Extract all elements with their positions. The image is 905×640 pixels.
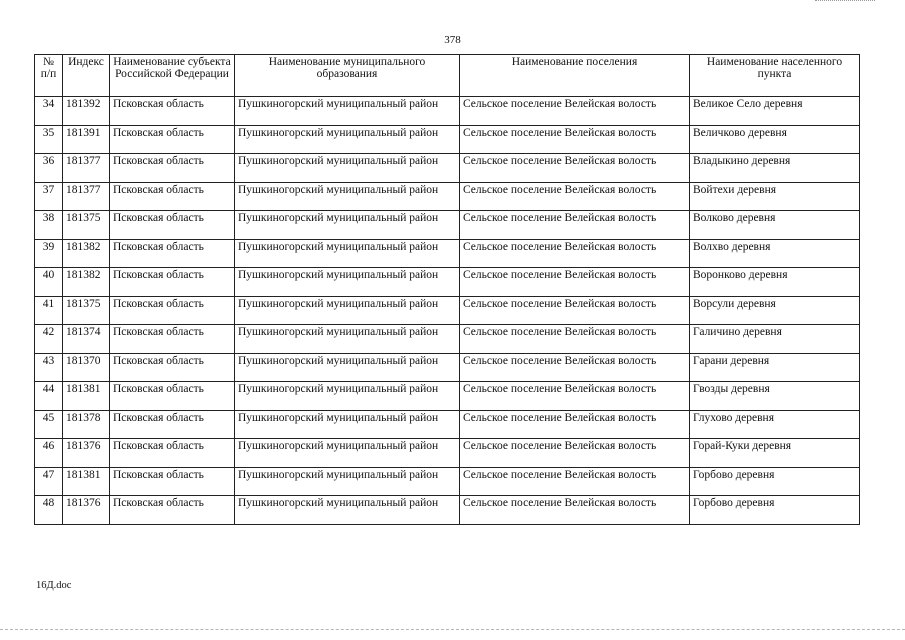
cell-num: 40 bbox=[35, 268, 63, 297]
cell-index: 181370 bbox=[63, 353, 110, 382]
cell-num: 34 bbox=[35, 97, 63, 126]
cell-place: Горбово деревня bbox=[690, 467, 860, 496]
table-body bbox=[35, 97, 860, 525]
cell-subject: Псковская область bbox=[110, 496, 235, 525]
cell-index: 181391 bbox=[63, 125, 110, 154]
cell-num: 39 bbox=[35, 239, 63, 268]
cell-num: 45 bbox=[35, 410, 63, 439]
table-row bbox=[35, 325, 860, 354]
header-municipality: Наименование муниципального образования bbox=[235, 55, 460, 97]
cell-settlement: Сельское поселение Велейская волость bbox=[460, 125, 690, 154]
cell-settlement: Сельское поселение Велейская волость bbox=[460, 211, 690, 240]
table-row bbox=[35, 239, 860, 268]
scan-artifact-top bbox=[815, 0, 875, 3]
cell-subject: Псковская область bbox=[110, 382, 235, 411]
header-index: Индекс bbox=[63, 55, 110, 97]
cell-place: Гвозды деревня bbox=[690, 382, 860, 411]
header-num: № п/п bbox=[35, 55, 63, 97]
cell-place: Великое Село деревня bbox=[690, 97, 860, 126]
cell-settlement: Сельское поселение Велейская волость bbox=[460, 410, 690, 439]
cell-place: Ворсули деревня bbox=[690, 296, 860, 325]
cell-place: Волхво деревня bbox=[690, 239, 860, 268]
cell-settlement: Сельское поселение Велейская волость bbox=[460, 382, 690, 411]
cell-num: 37 bbox=[35, 182, 63, 211]
cell-settlement: Сельское поселение Велейская волость bbox=[460, 97, 690, 126]
cell-municipality: Пушкиногорский муниципальный район bbox=[235, 296, 460, 325]
cell-subject: Псковская область bbox=[110, 325, 235, 354]
cell-place: Гарани деревня bbox=[690, 353, 860, 382]
registry-table bbox=[34, 54, 860, 525]
cell-municipality: Пушкиногорский муниципальный район bbox=[235, 439, 460, 468]
cell-settlement: Сельское поселение Велейская волость bbox=[460, 182, 690, 211]
table-row bbox=[35, 97, 860, 126]
cell-num: 42 bbox=[35, 325, 63, 354]
cell-place: Глухово деревня bbox=[690, 410, 860, 439]
cell-num: 35 bbox=[35, 125, 63, 154]
page-number: 378 bbox=[444, 34, 461, 46]
table-row bbox=[35, 439, 860, 468]
cell-place: Галичино деревня bbox=[690, 325, 860, 354]
cell-num: 43 bbox=[35, 353, 63, 382]
cell-settlement: Сельское поселение Велейская волость bbox=[460, 268, 690, 297]
cell-index: 181381 bbox=[63, 382, 110, 411]
table-row bbox=[35, 154, 860, 183]
footer-filename: 16Д.doc bbox=[36, 580, 72, 591]
cell-index: 181375 bbox=[63, 211, 110, 240]
cell-subject: Псковская область bbox=[110, 439, 235, 468]
cell-place: Горбово деревня bbox=[690, 496, 860, 525]
cell-settlement: Сельское поселение Велейская волость bbox=[460, 325, 690, 354]
table-row bbox=[35, 410, 860, 439]
cell-index: 181374 bbox=[63, 325, 110, 354]
cell-municipality: Пушкиногорский муниципальный район bbox=[235, 182, 460, 211]
cell-subject: Псковская область bbox=[110, 467, 235, 496]
cell-place: Владыкино деревня bbox=[690, 154, 860, 183]
header-subject: Наименование субъекта Российской Федерации bbox=[110, 55, 235, 97]
cell-municipality: Пушкиногорский муниципальный район bbox=[235, 97, 460, 126]
cell-num: 36 bbox=[35, 154, 63, 183]
table-row bbox=[35, 125, 860, 154]
cell-index: 181376 bbox=[63, 496, 110, 525]
cell-settlement: Сельское поселение Велейская волость bbox=[460, 353, 690, 382]
cell-subject: Псковская область bbox=[110, 97, 235, 126]
cell-municipality: Пушкиногорский муниципальный район bbox=[235, 410, 460, 439]
cell-num: 47 bbox=[35, 467, 63, 496]
cell-index: 181392 bbox=[63, 97, 110, 126]
cell-subject: Псковская область bbox=[110, 182, 235, 211]
cell-municipality: Пушкиногорский муниципальный район bbox=[235, 325, 460, 354]
cell-municipality: Пушкиногорский муниципальный район bbox=[235, 211, 460, 240]
cell-municipality: Пушкиногорский муниципальный район bbox=[235, 125, 460, 154]
table-row bbox=[35, 211, 860, 240]
cell-settlement: Сельское поселение Велейская волость bbox=[460, 467, 690, 496]
cell-settlement: Сельское поселение Велейская волость bbox=[460, 439, 690, 468]
header-row bbox=[35, 55, 860, 97]
cell-index: 181376 bbox=[63, 439, 110, 468]
cell-settlement: Сельское поселение Велейская волость bbox=[460, 239, 690, 268]
cell-place: Войтехи деревня bbox=[690, 182, 860, 211]
cell-index: 181382 bbox=[63, 239, 110, 268]
header-place: Наименование населенного пункта bbox=[690, 55, 860, 97]
cell-subject: Псковская область bbox=[110, 211, 235, 240]
cell-subject: Псковская область bbox=[110, 296, 235, 325]
cell-index: 181377 bbox=[63, 154, 110, 183]
table-row bbox=[35, 182, 860, 211]
cell-municipality: Пушкиногорский муниципальный район bbox=[235, 467, 460, 496]
cell-index: 181378 bbox=[63, 410, 110, 439]
cell-municipality: Пушкиногорский муниципальный район bbox=[235, 268, 460, 297]
cell-num: 41 bbox=[35, 296, 63, 325]
cell-settlement: Сельское поселение Велейская волость bbox=[460, 496, 690, 525]
table-header bbox=[35, 55, 860, 97]
cell-index: 181375 bbox=[63, 296, 110, 325]
cell-subject: Псковская область bbox=[110, 125, 235, 154]
table-row bbox=[35, 268, 860, 297]
cell-subject: Псковская область bbox=[110, 353, 235, 382]
cell-municipality: Пушкиногорский муниципальный район bbox=[235, 496, 460, 525]
cell-place: Величково деревня bbox=[690, 125, 860, 154]
table-row bbox=[35, 353, 860, 382]
cell-place: Горай-Куки деревня bbox=[690, 439, 860, 468]
cell-municipality: Пушкиногорский муниципальный район bbox=[235, 382, 460, 411]
cell-subject: Псковская область bbox=[110, 239, 235, 268]
cell-place: Волково деревня bbox=[690, 211, 860, 240]
cell-index: 181381 bbox=[63, 467, 110, 496]
table-row bbox=[35, 382, 860, 411]
cell-place: Воронково деревня bbox=[690, 268, 860, 297]
cell-num: 48 bbox=[35, 496, 63, 525]
cell-settlement: Сельское поселение Велейская волость bbox=[460, 296, 690, 325]
cell-municipality: Пушкиногорский муниципальный район bbox=[235, 239, 460, 268]
scan-artifact-bottom bbox=[0, 629, 905, 630]
cell-subject: Псковская область bbox=[110, 268, 235, 297]
table-row bbox=[35, 296, 860, 325]
header-settlement: Наименование поселения bbox=[460, 55, 690, 97]
cell-municipality: Пушкиногорский муниципальный район bbox=[235, 353, 460, 382]
cell-num: 44 bbox=[35, 382, 63, 411]
cell-index: 181377 bbox=[63, 182, 110, 211]
cell-index: 181382 bbox=[63, 268, 110, 297]
cell-settlement: Сельское поселение Велейская волость bbox=[460, 154, 690, 183]
cell-municipality: Пушкиногорский муниципальный район bbox=[235, 154, 460, 183]
table-row bbox=[35, 496, 860, 525]
table-row bbox=[35, 467, 860, 496]
cell-num: 38 bbox=[35, 211, 63, 240]
cell-num: 46 bbox=[35, 439, 63, 468]
cell-subject: Псковская область bbox=[110, 410, 235, 439]
cell-subject: Псковская область bbox=[110, 154, 235, 183]
